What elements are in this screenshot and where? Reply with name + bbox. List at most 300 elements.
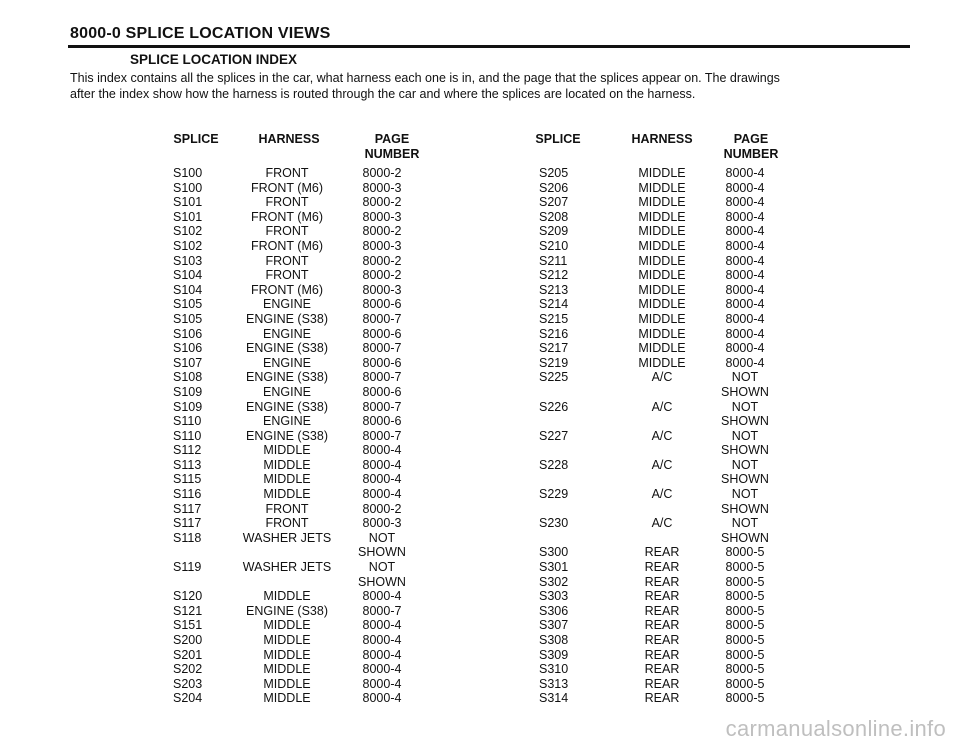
splice-cell: S105 xyxy=(173,297,203,312)
harness-cell: MIDDLE xyxy=(638,209,686,224)
table-row xyxy=(527,472,797,487)
splice-cell: S228 xyxy=(539,457,569,472)
splice-cell: S109 xyxy=(173,399,203,414)
table-row xyxy=(527,385,797,400)
harness-cell: MIDDLE xyxy=(638,326,686,341)
page-number-cell: 8000-4 xyxy=(725,166,765,180)
table-row xyxy=(527,356,797,371)
table-row xyxy=(165,545,455,560)
table-row xyxy=(165,443,455,458)
splice-cell: S202 xyxy=(173,662,203,677)
harness-cell: MIDDLE xyxy=(638,282,686,297)
table-row xyxy=(165,575,455,590)
harness-cell: FRONT xyxy=(265,268,309,283)
splice-cell: S200 xyxy=(173,633,203,647)
page-number-cell: 8000-6 xyxy=(362,384,402,399)
page-number-cell: 8000-3 xyxy=(362,516,402,531)
splice-cell: S107 xyxy=(173,355,203,370)
splice-cell: S101 xyxy=(173,209,203,224)
splice-cell: S213 xyxy=(539,282,569,297)
page-number-cell: 8000-2 xyxy=(362,268,402,283)
harness-cell: ENGINE (S38) xyxy=(246,603,328,618)
splice-cell: S306 xyxy=(539,603,569,618)
splice-cell: S108 xyxy=(173,370,203,385)
harness-cell: MIDDLE xyxy=(263,457,311,472)
splice-cell: S225 xyxy=(539,370,569,385)
splice-cell: S201 xyxy=(173,647,203,662)
splice-cell: S105 xyxy=(173,311,203,326)
table-row xyxy=(527,312,797,327)
table-row xyxy=(527,414,797,429)
table-row xyxy=(165,589,455,604)
harness-cell: MIDDLE xyxy=(263,589,311,604)
table-row xyxy=(527,458,797,473)
table-row xyxy=(165,487,455,502)
harness-cell: REAR xyxy=(644,545,680,560)
table-row xyxy=(165,458,455,473)
page-number-cell: 8000-2 xyxy=(362,166,402,180)
page-number-cell: 8000-4 xyxy=(725,282,765,297)
table-rows-right xyxy=(527,166,797,706)
harness-cell: FRONT (M6) xyxy=(251,282,323,297)
table-row xyxy=(165,341,455,356)
splice-cell: S303 xyxy=(539,589,569,604)
header-page-number xyxy=(347,132,437,162)
harness-cell: REAR xyxy=(644,603,680,618)
page-number-cell: 8000-4 xyxy=(725,209,765,224)
header-page-number xyxy=(705,132,797,162)
harness-cell: ENGINE xyxy=(263,326,311,341)
page-number-cell: SHOWN xyxy=(721,472,769,487)
table-row xyxy=(527,516,797,531)
harness-cell: REAR xyxy=(644,560,680,575)
table-row xyxy=(165,181,455,196)
page-number-cell: 8000-4 xyxy=(725,224,765,239)
splice-cell: S100 xyxy=(173,166,203,180)
table-row xyxy=(165,370,455,385)
splice-table-right xyxy=(527,132,797,706)
splice-cell: S101 xyxy=(173,195,203,210)
splice-cell: S308 xyxy=(539,633,569,647)
page-number-cell: 8000-4 xyxy=(725,311,765,326)
table-row xyxy=(165,633,455,648)
harness-cell: ENGINE (S38) xyxy=(246,370,328,385)
page-number-cell: 8000-5 xyxy=(725,574,765,589)
harness-cell: REAR xyxy=(644,647,680,662)
page-number-cell: NOT xyxy=(731,487,759,502)
harness-cell: ENGINE (S38) xyxy=(246,428,328,443)
table-row xyxy=(165,618,455,633)
harness-cell: FRONT xyxy=(265,253,309,268)
page-number-cell: SHOWN xyxy=(721,443,769,458)
harness-cell: ENGINE (S38) xyxy=(246,311,328,326)
harness-cell: MIDDLE xyxy=(638,341,686,356)
page-number-cell: 8000-7 xyxy=(362,370,402,385)
harness-cell: MIDDLE xyxy=(263,487,311,502)
table-row xyxy=(527,443,797,458)
harness-cell: FRONT (M6) xyxy=(251,209,323,224)
splice-cell: S203 xyxy=(173,676,203,691)
table-row xyxy=(527,283,797,298)
table-row xyxy=(527,545,797,560)
harness-cell: A/C xyxy=(651,487,673,502)
harness-cell: MIDDLE xyxy=(263,691,311,706)
harness-cell: MIDDLE xyxy=(638,224,686,239)
harness-cell: FRONT xyxy=(265,224,309,239)
splice-cell: S309 xyxy=(539,647,569,662)
page-number-cell: 8000-4 xyxy=(725,341,765,356)
table-row xyxy=(165,195,455,210)
splice-cell: S116 xyxy=(173,487,202,502)
page-number-cell: 8000-7 xyxy=(362,603,402,618)
page-number-cell: 8000-2 xyxy=(362,195,402,210)
page-number-cell: 8000-6 xyxy=(362,414,402,429)
splice-cell: S206 xyxy=(539,180,569,195)
page-number-cell: 8000-4 xyxy=(362,589,402,604)
harness-cell: MIDDLE xyxy=(263,618,311,633)
splice-cell: S205 xyxy=(539,166,569,180)
harness-cell: MIDDLE xyxy=(638,355,686,370)
section-title: SPLICE LOCATION INDEX xyxy=(130,52,298,67)
page-number-cell: NOT xyxy=(731,399,759,414)
harness-cell: MIDDLE xyxy=(263,647,311,662)
harness-cell: MIDDLE xyxy=(638,238,686,253)
page-number-cell: SHOWN xyxy=(721,530,769,545)
page-number-cell: 8000-7 xyxy=(362,428,402,443)
table-row xyxy=(165,604,455,619)
page-number-cell: SHOWN xyxy=(721,384,769,399)
splice-cell: S300 xyxy=(539,545,569,560)
splice-cell: S215 xyxy=(539,311,569,326)
harness-cell: FRONT xyxy=(265,195,309,210)
page-number-cell: 8000-4 xyxy=(725,253,765,268)
table-row xyxy=(527,618,797,633)
page-number-cell: 8000-6 xyxy=(362,355,402,370)
page-number-cell: 8000-4 xyxy=(725,195,765,210)
splice-cell: S121 xyxy=(173,603,203,618)
splice-cell: S106 xyxy=(173,326,203,341)
page-number-cell: NOT xyxy=(731,370,759,385)
table-row xyxy=(527,691,797,706)
table-row xyxy=(165,356,455,371)
header-splice: SPLICE xyxy=(535,132,581,146)
page-number-cell: 8000-3 xyxy=(362,238,402,253)
harness-cell: REAR xyxy=(644,691,680,706)
harness-cell: ENGINE xyxy=(263,414,311,429)
page-number-cell: 8000-6 xyxy=(362,297,402,312)
harness-cell: FRONT (M6) xyxy=(251,180,323,195)
page-number-cell: 8000-4 xyxy=(362,487,402,502)
page-number-cell: 8000-5 xyxy=(725,560,765,575)
harness-cell: REAR xyxy=(644,618,680,633)
table-row xyxy=(527,531,797,546)
splice-cell: S302 xyxy=(539,574,569,589)
page-number-cell: 8000-7 xyxy=(362,341,402,356)
page-number-cell: 8000-6 xyxy=(362,326,402,341)
table-row xyxy=(165,210,455,225)
table-row xyxy=(165,283,455,298)
page-number-cell: SHOWN xyxy=(358,545,406,560)
harness-cell: ENGINE xyxy=(263,384,311,399)
header-harness: HARNESS xyxy=(258,132,320,146)
table-row xyxy=(527,327,797,342)
table-row xyxy=(165,239,455,254)
page-number-cell: 8000-2 xyxy=(362,501,402,516)
harness-cell: MIDDLE xyxy=(638,311,686,326)
table-row xyxy=(165,224,455,239)
heading-rule xyxy=(68,45,910,48)
page-number-cell: 8000-4 xyxy=(725,297,765,312)
splice-cell: S113 xyxy=(173,457,202,472)
table-row xyxy=(165,560,455,575)
splice-cell: S301 xyxy=(539,560,569,575)
page-title: 8000-0 SPLICE LOCATION VIEWS xyxy=(70,25,331,42)
table-header xyxy=(527,132,797,166)
table-row xyxy=(165,414,455,429)
splice-cell: S115 xyxy=(173,472,202,487)
harness-cell: REAR xyxy=(644,574,680,589)
page-number-cell: NOT xyxy=(368,530,396,545)
page-number-cell: 8000-4 xyxy=(362,443,402,458)
table-row xyxy=(165,385,455,400)
page-number-cell: SHOWN xyxy=(358,574,406,589)
table-row xyxy=(527,370,797,385)
table-row xyxy=(527,648,797,663)
table-row xyxy=(527,166,797,181)
splice-cell: S211 xyxy=(539,253,568,268)
table-row xyxy=(527,662,797,677)
page-number-cell: NOT xyxy=(731,516,759,531)
table-row xyxy=(527,575,797,590)
harness-cell: MIDDLE xyxy=(263,676,311,691)
table-row xyxy=(165,677,455,692)
table-row xyxy=(165,648,455,663)
page-number-cell: 8000-5 xyxy=(725,676,765,691)
splice-cell: S103 xyxy=(173,253,203,268)
harness-cell: A/C xyxy=(651,428,673,443)
table-row xyxy=(527,633,797,648)
splice-cell: S112 xyxy=(173,443,202,458)
harness-cell: MIDDLE xyxy=(263,633,311,647)
header-page-line2: NUMBER xyxy=(364,147,420,161)
page-number-cell: 8000-4 xyxy=(725,238,765,253)
table-row xyxy=(165,502,455,517)
table-row xyxy=(165,166,455,181)
table-row xyxy=(527,181,797,196)
splice-cell: S208 xyxy=(539,209,569,224)
page-number-cell: 8000-5 xyxy=(725,691,765,706)
page-number-cell: 8000-5 xyxy=(725,633,765,647)
splice-cell: S110 xyxy=(173,428,202,443)
page-number-cell: 8000-4 xyxy=(725,355,765,370)
page-number-cell: SHOWN xyxy=(721,501,769,516)
header-harness: HARNESS xyxy=(631,132,693,146)
harness-cell: MIDDLE xyxy=(638,253,686,268)
table-row xyxy=(165,254,455,269)
splice-cell: S100 xyxy=(173,180,203,195)
harness-cell: MIDDLE xyxy=(638,297,686,312)
watermark: carmanualsonline.info xyxy=(725,716,946,741)
splice-cell: S102 xyxy=(173,238,203,253)
splice-cell: S229 xyxy=(539,487,569,502)
harness-cell: WASHER JETS xyxy=(242,560,332,575)
header-page-line1: PAGE xyxy=(374,132,410,146)
table-header xyxy=(165,132,455,166)
splice-cell: S226 xyxy=(539,399,569,414)
splice-cell: S210 xyxy=(539,238,569,253)
splice-cell: S207 xyxy=(539,195,569,210)
header-page-line2: NUMBER xyxy=(723,147,779,161)
table-row xyxy=(165,400,455,415)
table-row xyxy=(165,691,455,706)
table-row xyxy=(527,239,797,254)
page-number-cell: 8000-4 xyxy=(362,633,402,647)
page-number-cell: 8000-4 xyxy=(362,647,402,662)
splice-cell: S151 xyxy=(173,618,203,633)
splice-cell: S227 xyxy=(539,428,569,443)
page-number-cell: 8000-4 xyxy=(725,180,765,195)
harness-cell: FRONT xyxy=(265,516,309,531)
table-row xyxy=(527,268,797,283)
table-row xyxy=(165,531,455,546)
splice-cell: S110 xyxy=(173,414,202,429)
harness-cell: MIDDLE xyxy=(263,443,311,458)
page-number-cell: 8000-5 xyxy=(725,589,765,604)
page-number-cell: 8000-7 xyxy=(362,399,402,414)
table-row xyxy=(527,429,797,444)
page-number-cell: 8000-4 xyxy=(725,326,765,341)
harness-cell: A/C xyxy=(651,370,673,385)
splice-cell: S307 xyxy=(539,618,569,633)
page-number-cell: 8000-5 xyxy=(725,662,765,677)
table-row xyxy=(527,400,797,415)
table-row xyxy=(527,195,797,210)
harness-cell: MIDDLE xyxy=(638,180,686,195)
harness-cell: REAR xyxy=(644,662,680,677)
harness-cell: A/C xyxy=(651,399,673,414)
page-number-cell: 8000-4 xyxy=(725,268,765,283)
header-page-line1: PAGE xyxy=(733,132,769,146)
harness-cell: MIDDLE xyxy=(638,166,686,180)
table-row xyxy=(527,502,797,517)
splice-cell: S310 xyxy=(539,662,569,677)
page-number-cell: 8000-3 xyxy=(362,180,402,195)
page-number-cell: 8000-5 xyxy=(725,545,765,560)
page-number-cell: 8000-5 xyxy=(725,618,765,633)
table-row xyxy=(527,560,797,575)
table-row xyxy=(165,268,455,283)
harness-cell: FRONT xyxy=(265,501,309,516)
harness-cell: MIDDLE xyxy=(638,268,686,283)
page-number-cell: 8000-2 xyxy=(362,253,402,268)
table-row xyxy=(527,677,797,692)
harness-cell: FRONT (M6) xyxy=(251,238,323,253)
harness-cell: WASHER JETS xyxy=(242,530,332,545)
page-number-cell: 8000-3 xyxy=(362,282,402,297)
page-number-cell: 8000-7 xyxy=(362,311,402,326)
table-row xyxy=(165,516,455,531)
harness-cell: REAR xyxy=(644,676,680,691)
harness-cell: REAR xyxy=(644,589,680,604)
table-row xyxy=(527,589,797,604)
page-number-cell: 8000-5 xyxy=(725,647,765,662)
harness-cell: REAR xyxy=(644,633,680,647)
splice-cell: S230 xyxy=(539,516,569,531)
splice-cell: S118 xyxy=(173,530,202,545)
splice-cell: S117 xyxy=(173,516,202,531)
harness-cell: ENGINE xyxy=(263,297,311,312)
page-number-cell: NOT xyxy=(731,428,759,443)
splice-cell: S214 xyxy=(539,297,569,312)
table-row xyxy=(527,254,797,269)
table-row xyxy=(527,210,797,225)
harness-cell: ENGINE (S38) xyxy=(246,341,328,356)
page-number-cell: 8000-4 xyxy=(362,472,402,487)
harness-cell: A/C xyxy=(651,457,673,472)
splice-cell: S106 xyxy=(173,341,203,356)
table-row xyxy=(165,472,455,487)
page-number-cell: NOT xyxy=(731,457,759,472)
table-rows-left xyxy=(165,166,455,706)
header-splice: SPLICE xyxy=(173,132,219,146)
page-number-cell: 8000-4 xyxy=(362,618,402,633)
intro-paragraph: This index contains all the splices in the car, what harness each one is in, and the page that the splices appear on. The drawings after the index show how the harness is routed through the car and where the splices are located on the harness. xyxy=(70,71,780,101)
harness-cell: ENGINE (S38) xyxy=(246,399,328,414)
table-row xyxy=(527,224,797,239)
table-row xyxy=(165,327,455,342)
splice-cell: S102 xyxy=(173,224,203,239)
table-row xyxy=(165,429,455,444)
harness-cell: FRONT xyxy=(265,166,309,180)
page-number-cell: SHOWN xyxy=(721,414,769,429)
splice-cell: S120 xyxy=(173,589,203,604)
table-row xyxy=(527,341,797,356)
page-number-cell: 8000-3 xyxy=(362,209,402,224)
harness-cell: A/C xyxy=(651,516,673,531)
splice-cell: S217 xyxy=(539,341,569,356)
splice-cell: S204 xyxy=(173,691,203,706)
splice-cell: S109 xyxy=(173,384,203,399)
table-row xyxy=(165,662,455,677)
splice-cell: S314 xyxy=(539,691,569,706)
table-row xyxy=(527,297,797,312)
splice-cell: S313 xyxy=(539,676,569,691)
table-row xyxy=(165,297,455,312)
page-number-cell: 8000-4 xyxy=(362,457,402,472)
harness-cell: MIDDLE xyxy=(638,195,686,210)
splice-cell: S216 xyxy=(539,326,569,341)
harness-cell: ENGINE xyxy=(263,355,311,370)
page-number-cell: 8000-4 xyxy=(362,691,402,706)
table-row xyxy=(165,312,455,327)
harness-cell: MIDDLE xyxy=(263,472,311,487)
splice-cell: S219 xyxy=(539,355,569,370)
page-number-cell: 8000-4 xyxy=(362,662,402,677)
table-row xyxy=(527,487,797,502)
page-number-cell: 8000-5 xyxy=(725,603,765,618)
page-number-cell: 8000-2 xyxy=(362,224,402,239)
page-number-cell: 8000-4 xyxy=(362,676,402,691)
splice-cell: S209 xyxy=(539,224,569,239)
splice-cell: S212 xyxy=(539,268,569,283)
splice-cell: S104 xyxy=(173,268,203,283)
table-row xyxy=(527,604,797,619)
splice-cell: S104 xyxy=(173,282,203,297)
splice-table-left xyxy=(165,132,455,706)
splice-cell: S117 xyxy=(173,501,202,516)
page-number-cell: NOT xyxy=(368,560,396,575)
splice-cell: S119 xyxy=(173,560,202,575)
